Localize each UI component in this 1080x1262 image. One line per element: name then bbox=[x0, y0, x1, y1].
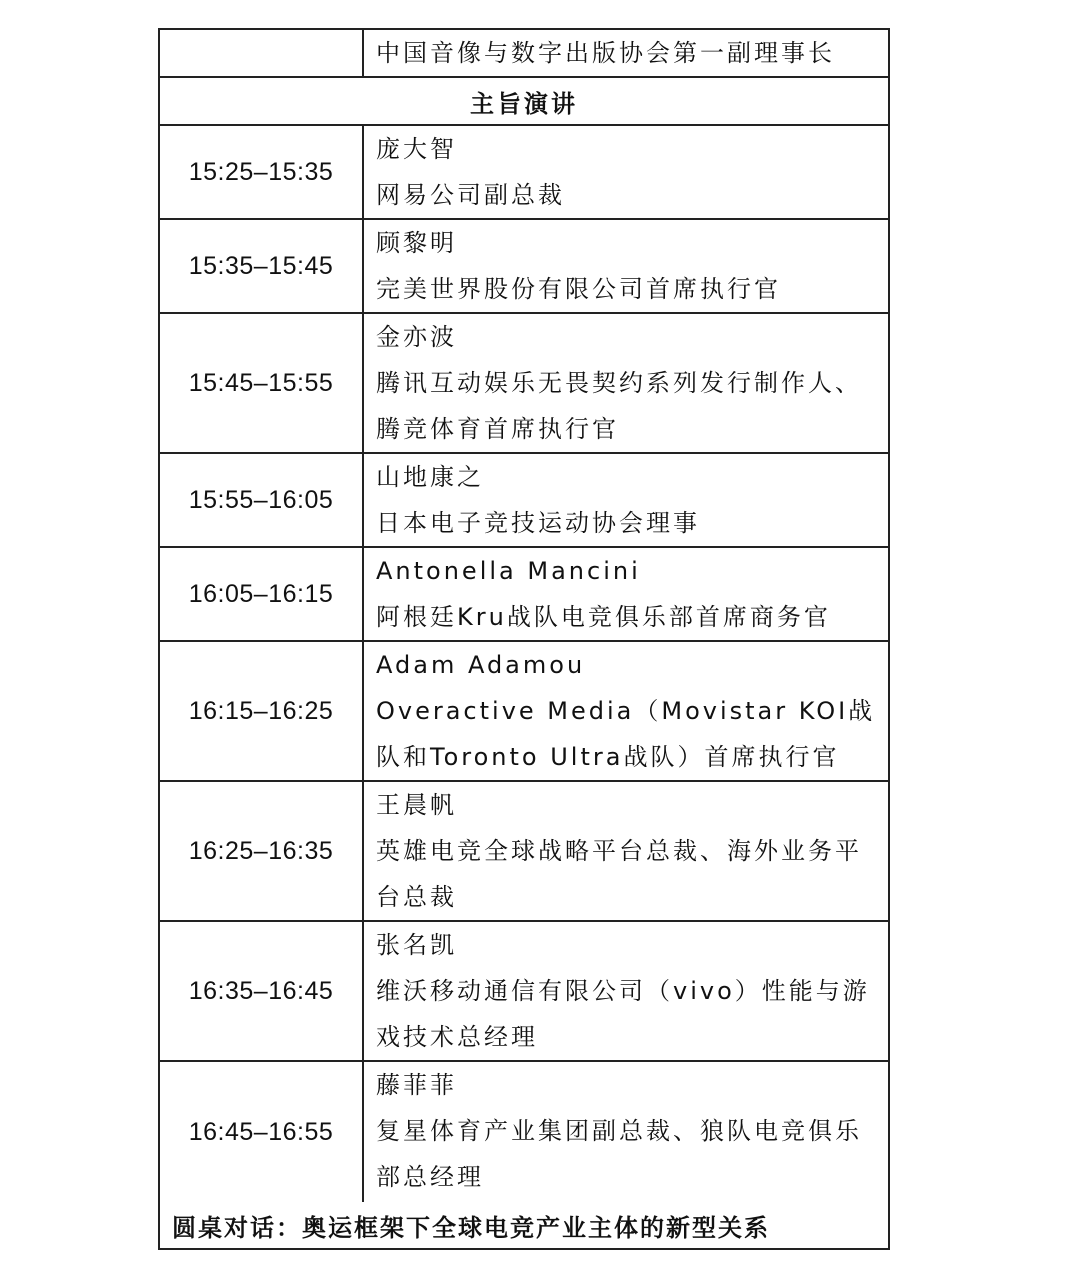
schedule-row bbox=[160, 126, 888, 220]
speaker-role: 复星体育产业集团副总裁、狼队电竞俱乐部总经理 bbox=[376, 1117, 862, 1191]
speaker-name: 庞大智 bbox=[376, 135, 457, 163]
speaker-name: Adam Adamou bbox=[376, 651, 586, 679]
time-slot: 15:35–15:45 bbox=[160, 220, 364, 312]
schedule-row bbox=[160, 314, 888, 454]
speaker-name: Antonella Mancini bbox=[376, 557, 641, 585]
role-cell bbox=[364, 30, 888, 76]
speaker-name: 张名凯 bbox=[376, 931, 457, 959]
time-slot: 16:35–16:45 bbox=[160, 922, 364, 1060]
schedule-row bbox=[160, 782, 888, 922]
time-slot: 16:05–16:15 bbox=[160, 548, 364, 640]
roundtable-heading: 圆桌对话：奥运框架下全球电竞产业主体的新型关系 bbox=[172, 1213, 770, 1242]
time-slot: 16:25–16:35 bbox=[160, 782, 364, 920]
speaker-name: 顾黎明 bbox=[376, 229, 457, 257]
schedule-row bbox=[160, 922, 888, 1062]
speaker-info bbox=[364, 314, 888, 452]
time-slot: 16:15–16:25 bbox=[160, 642, 364, 780]
speaker-role: Overactive Media（Movistar KOI战队和Toronto Ultra战队）首席执行官 bbox=[376, 697, 876, 771]
schedule-row bbox=[160, 548, 888, 642]
agenda-table bbox=[158, 28, 890, 1250]
speaker-name: 王晨帆 bbox=[376, 791, 457, 819]
speaker-info bbox=[364, 782, 888, 920]
schedule-row bbox=[160, 220, 888, 314]
speaker-name: 金亦波 bbox=[376, 323, 457, 351]
speaker-info bbox=[364, 126, 888, 218]
time-cell-empty bbox=[160, 30, 364, 76]
speaker-role: 网易公司副总裁 bbox=[376, 181, 565, 209]
time-slot: 16:45–16:55 bbox=[160, 1062, 364, 1202]
speaker-role: 腾讯互动娱乐无畏契约系列发行制作人、腾竞体育首席执行官 bbox=[376, 369, 862, 443]
speaker-info bbox=[364, 454, 888, 546]
speaker-info bbox=[364, 548, 888, 640]
speaker-role: 日本电子竞技运动协会理事 bbox=[376, 509, 700, 537]
speaker-role: 完美世界股份有限公司首席执行官 bbox=[376, 275, 781, 303]
time-slot: 15:55–16:05 bbox=[160, 454, 364, 546]
schedule-row bbox=[160, 1062, 888, 1202]
speaker-name: 藤菲菲 bbox=[376, 1071, 457, 1099]
speaker-role: 维沃移动通信有限公司（vivo）性能与游戏技术总经理 bbox=[376, 977, 870, 1051]
time-slot: 15:45–15:55 bbox=[160, 314, 364, 452]
speaker-role: 阿根廷Kru战队电竞俱乐部首席商务官 bbox=[376, 603, 831, 631]
speaker-info bbox=[364, 642, 888, 780]
speaker-info bbox=[364, 220, 888, 312]
speaker-info bbox=[364, 1062, 888, 1202]
schedule-row bbox=[160, 642, 888, 782]
speaker-info bbox=[364, 922, 888, 1060]
time-slot: 15:25–15:35 bbox=[160, 126, 364, 218]
section-heading: 主旨演讲 bbox=[160, 78, 888, 126]
speaker-role: 英雄电竞全球战略平台总裁、海外业务平台总裁 bbox=[376, 837, 862, 911]
schedule-row bbox=[160, 454, 888, 548]
role-text: 中国音像与数字出版协会第一副理事长 bbox=[376, 39, 835, 67]
speaker-name: 山地康之 bbox=[376, 463, 484, 491]
top-row bbox=[160, 30, 888, 78]
schedule-rows bbox=[160, 126, 888, 1202]
